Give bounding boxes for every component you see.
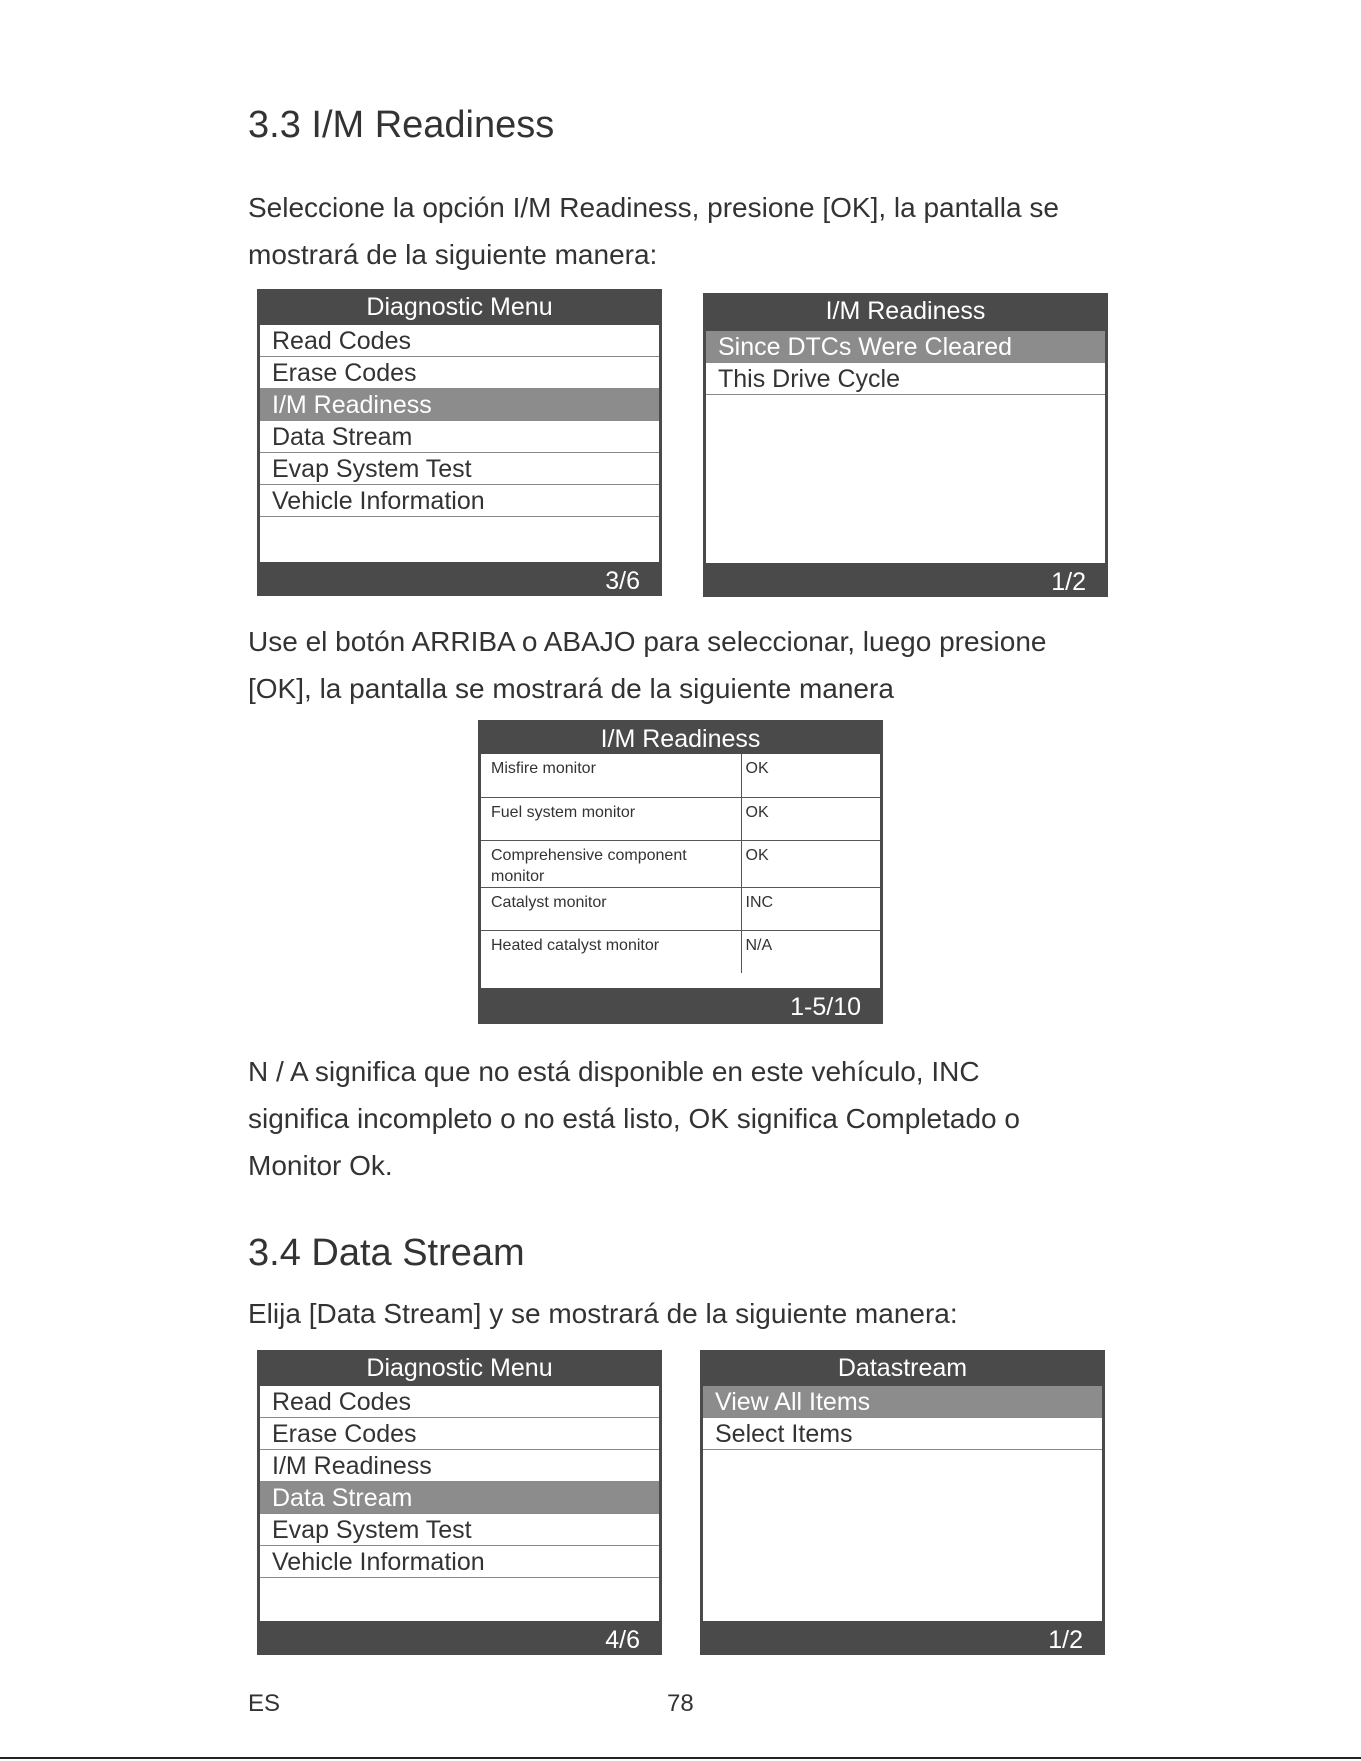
monitor-status: OK [741, 754, 880, 797]
page-indicator: 1-5/10 [790, 993, 861, 1021]
monitor-status: INC [741, 887, 880, 930]
menu-item-erase-codes[interactable]: Erase Codes [260, 1418, 659, 1450]
menu-item-erase-codes[interactable]: Erase Codes [260, 357, 659, 389]
table-row [481, 754, 880, 797]
monitor-name: Catalyst monitor [481, 887, 741, 930]
menu-item-data-stream[interactable]: Data Stream [260, 1482, 659, 1514]
menu-item-evap-system-test[interactable]: Evap System Test [260, 453, 659, 485]
table-row [481, 840, 880, 887]
table-row [481, 797, 880, 840]
monitor-status: OK [741, 797, 880, 840]
diagnostic-menu-screen [257, 289, 662, 596]
instruction-line: [OK], la pantalla se mostrará de la siguiente manera [248, 673, 894, 704]
menu-item-view-all-items[interactable]: View All Items [703, 1386, 1102, 1418]
note-line: significa incompleto o no está listo, OK significa Completado o [248, 1103, 1020, 1134]
menu-item-im-readiness[interactable]: I/M Readiness [260, 1450, 659, 1482]
menu-item-empty [260, 517, 659, 549]
screen-title: I/M Readiness [600, 725, 761, 753]
menu-item-vehicle-information[interactable]: Vehicle Information [260, 485, 659, 517]
page-indicator: 1/2 [1051, 568, 1086, 596]
page-indicator: 4/6 [605, 1626, 640, 1654]
menu-item-empty [260, 1578, 659, 1610]
im-readiness-menu-screen [703, 293, 1108, 597]
menu-list [260, 325, 659, 562]
menu-list [706, 331, 1105, 563]
menu-item-read-codes[interactable]: Read Codes [260, 325, 659, 357]
page-indicator: 1/2 [1048, 1626, 1083, 1654]
screen-title: I/M Readiness [825, 297, 986, 325]
monitor-name: Fuel system monitor [481, 797, 741, 840]
screen-title: Diagnostic Menu [366, 293, 553, 321]
note-line: N / A significa que no está disponible en este vehículo, INC [248, 1056, 980, 1087]
language-code: ES [248, 1690, 281, 1717]
instruction-line: Use el botón ARRIBA o ABAJO para seleccionar, luego presione [248, 626, 1047, 657]
datastream-menu-screen [700, 1350, 1105, 1655]
menu-item-evap-system-test[interactable]: Evap System Test [260, 1514, 659, 1546]
table-row [481, 887, 880, 930]
section-heading-im-readiness: 3.3 I/M Readiness [248, 104, 555, 146]
monitor-name: Misfire monitor [481, 754, 741, 797]
monitor-status: N/A [741, 930, 880, 973]
menu-list [703, 1386, 1102, 1621]
screen-title: Datastream [837, 1354, 968, 1382]
screen-title: Diagnostic Menu [366, 1354, 553, 1382]
monitor-table [481, 754, 880, 973]
menu-item-since-dtcs-cleared[interactable]: Since DTCs Were Cleared [706, 331, 1105, 363]
page-indicator: 3/6 [605, 567, 640, 595]
menu-item-im-readiness[interactable]: I/M Readiness [260, 389, 659, 421]
menu-item-read-codes[interactable]: Read Codes [260, 1386, 659, 1418]
instruction-paragraph [248, 618, 1128, 712]
note-line: Monitor Ok. [248, 1150, 393, 1181]
monitor-name: Heated catalyst monitor [491, 936, 660, 954]
page-number: 78 [667, 1690, 694, 1717]
im-readiness-results-screen [478, 720, 883, 1024]
menu-item-data-stream[interactable]: Data Stream [260, 421, 659, 453]
intro-line: mostrará de la siguiente manera: [248, 239, 658, 270]
diagnostic-menu-screen [257, 1350, 662, 1655]
intro-line: Seleccione la opción I/M Readiness, presione [OK], la pantalla se [248, 192, 1059, 223]
intro-paragraph [248, 184, 1128, 278]
menu-list [260, 1386, 659, 1621]
monitor-table-container [481, 754, 880, 988]
data-stream-intro: Elija [Data Stream] y se mostrará de la siguiente manera: [248, 1298, 958, 1329]
menu-item-this-drive-cycle[interactable]: This Drive Cycle [706, 363, 1105, 395]
note-paragraph [248, 1048, 1128, 1189]
monitor-status: OK [741, 840, 880, 887]
section-heading-data-stream: 3.4 Data Stream [248, 1232, 525, 1274]
menu-item-vehicle-information[interactable]: Vehicle Information [260, 1546, 659, 1578]
table-row [481, 930, 880, 973]
menu-item-select-items[interactable]: Select Items [703, 1418, 1102, 1450]
bottom-divider [0, 1757, 1361, 1759]
monitor-name: Comprehensive component monitor [481, 840, 741, 887]
